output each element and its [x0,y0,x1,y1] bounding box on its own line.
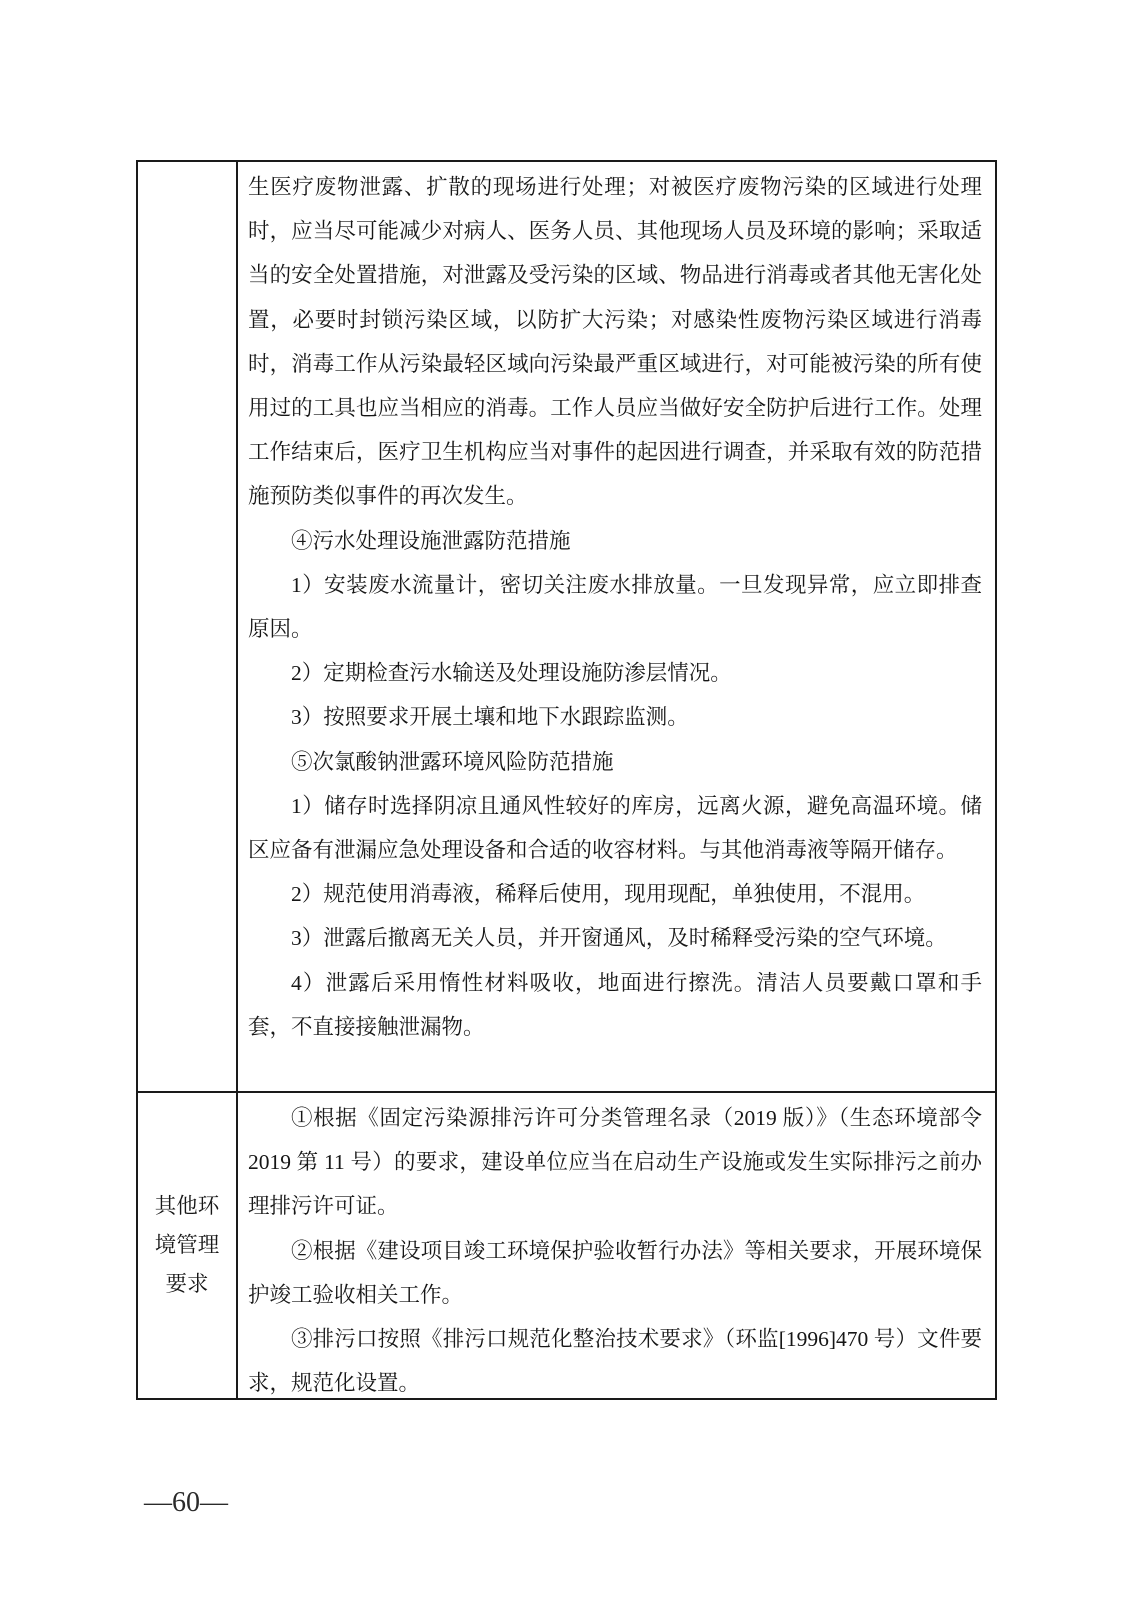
table-row [138,162,995,1091]
paragraph: 3）按照要求开展土壤和地下水跟踪监测。 [291,705,689,730]
row-content-cell [238,162,995,1091]
paragraph: ④污水处理设施泄露防范措施 [291,528,571,553]
page-number: —60— [144,1487,228,1518]
environment-management-table [136,160,997,1400]
paragraph: ⑤次氯酸钠泄露环境风险防范措施 [291,749,614,774]
paragraph: 2）定期检查污水输送及处理设施防渗层情况。 [291,661,732,686]
table-row [138,1091,995,1398]
paragraph: ③排污口按照《排污口规范化整治技术要求》（环监[1996]470 号）文件要求，规范化设置。 [248,1327,982,1396]
paragraph: 4）泄露后采用惰性材料吸收，地面进行擦洗。清洁人员要戴口罩和手套，不直接接触泄漏物。 [248,970,982,1039]
paragraph: 2）规范使用消毒液，稀释后使用，现用现配，单独使用，不混用。 [291,882,926,907]
row-label-text: 其他环境管理要求 [154,1194,220,1296]
row-label-cell-empty [138,162,238,1091]
row-label-other-environment-requirements [138,1093,238,1398]
paragraph: ②根据《建设项目竣工环境保护验收暂行办法》等相关要求，开展环境保护竣工验收相关工作。 [248,1238,982,1307]
paragraph: 1）储存时选择阴凉且通风性较好的库房，远离火源，避免高温环境。储区应备有泄漏应急处理设备和合适的收容材料。与其他消毒液等隔开储存。 [248,793,982,863]
paragraph: 3）泄露后撤离无关人员，并开窗通风，及时稀释受污染的空气环境。 [291,926,947,951]
paragraph: 生医疗废物泄露、扩散的现场进行处理；对被医疗废物污染的区域进行处理时，应当尽可能减少对病人、医务人员、其他现场人员及环境的影响；采取适当的安全处置措施，对泄露及受污染的区域、物品进行消毒或者其他无害化处置，必要时封锁污染区域，以防扩大污染；对感染性废物污染区域进行消毒时，消毒工作从污染最轻区域向污染最严重区域进行，对可能被污染的所有使用过的工具也应当相应的消毒。工作人员应当做好安全防护后进行工作。处理工作结束后，医疗卫生机构应当对事件的起因进行调查，并采取有效的防范措施预防类似事件的再次发生。 [248,175,982,509]
paragraph: ①根据《固定污染源排污许可分类管理名录（2019 版）》（生态环境部令 2019 第 11 号）的要求，建设单位应当在启动生产设施或发生实际排污之前办理排污许可证。 [248,1106,982,1219]
row-content-cell [238,1093,995,1398]
paragraph: 1）安装废水流量计，密切关注废水排放量。一旦发现异常，应立即排查原因。 [248,572,982,642]
